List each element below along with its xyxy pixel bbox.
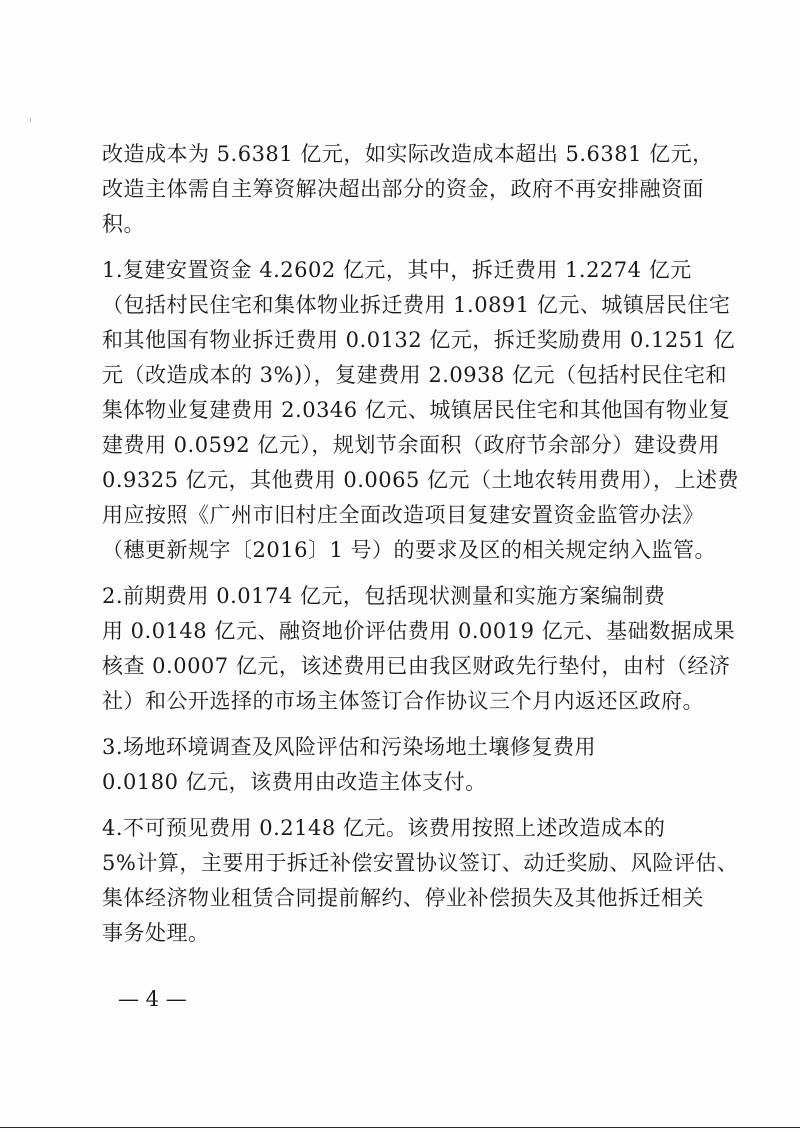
bottom-rule bbox=[0, 1127, 800, 1128]
text-line: 集体物业复建费用 2.0346 亿元、城镇居民住宅和其他国有物业复 bbox=[102, 398, 731, 422]
text-line: 0.0180 亿元，该费用由改造主体支付。 bbox=[102, 770, 487, 794]
text-line: 集体经济物业租赁合同提前解约、停业补偿损失及其他拆迁相关 bbox=[102, 886, 704, 910]
text-line: 改造成本为 5.6381 亿元，如实际改造成本超出 5.6381 亿元， bbox=[102, 142, 714, 166]
text-line: 1.复建安置资金 4.2602 亿元，其中，拆迁费用 1.2274 亿元 bbox=[102, 258, 692, 282]
text-line: 积。 bbox=[102, 212, 145, 236]
text-line: 元（改造成本的 3%)），复建费用 2.0938 亿元（包括村民住宅和 bbox=[102, 363, 728, 387]
scan-mark bbox=[30, 118, 31, 122]
text-line: 4.不可预见费用 0.2148 亿元。该费用按照上述改造成本的 bbox=[102, 816, 666, 840]
text-line: 改造主体需自主筹资解决超出部分的资金，政府不再安排融资面 bbox=[102, 177, 704, 201]
text-line: 0.9325 亿元，其他费用 0.0065 亿元（土地农转用费用），上述费 bbox=[102, 468, 739, 492]
page-number: — 4 — bbox=[118, 987, 187, 1011]
text-line: 建费用 0.0592 亿元），规划节余面积（政府节余部分）建设费用 bbox=[102, 433, 720, 457]
text-line: 用 0.0148 亿元、融资地价评估费用 0.0019 亿元、基础数据成果 bbox=[102, 619, 736, 643]
text-line: 事务处理。 bbox=[102, 921, 210, 945]
text-line: 3.场地环境调查及风险评估和污染场地土壤修复费用 bbox=[102, 735, 597, 759]
text-line: 用应按照《广州市旧村庄全面改造项目复建安置资金监管办法》 bbox=[102, 503, 704, 527]
text-line: （包括村民住宅和集体物业拆迁费用 1.0891 亿元、城镇居民住宅 bbox=[102, 293, 731, 317]
text-line: 5%计算，主要用于拆迁补偿安置协议签订、动迁奖励、风险评估、 bbox=[102, 851, 739, 875]
text-line: 社）和公开选择的市场主体签订合作协议三个月内返还区政府。 bbox=[102, 689, 704, 713]
text-line: 和其他国有物业拆迁费用 0.0132 亿元，拆迁奖励费用 0.1251 亿 bbox=[102, 328, 736, 352]
text-line: 核查 0.0007 亿元，该述费用已由我区财政先行垫付，由村（经济 bbox=[102, 654, 731, 678]
text-line: （穗更新规字〔2016〕1 号）的要求及区的相关规定纳入监管。 bbox=[102, 538, 716, 562]
text-line: 2.前期费用 0.0174 亿元，包括现状测量和实施方案编制费 bbox=[102, 584, 666, 608]
